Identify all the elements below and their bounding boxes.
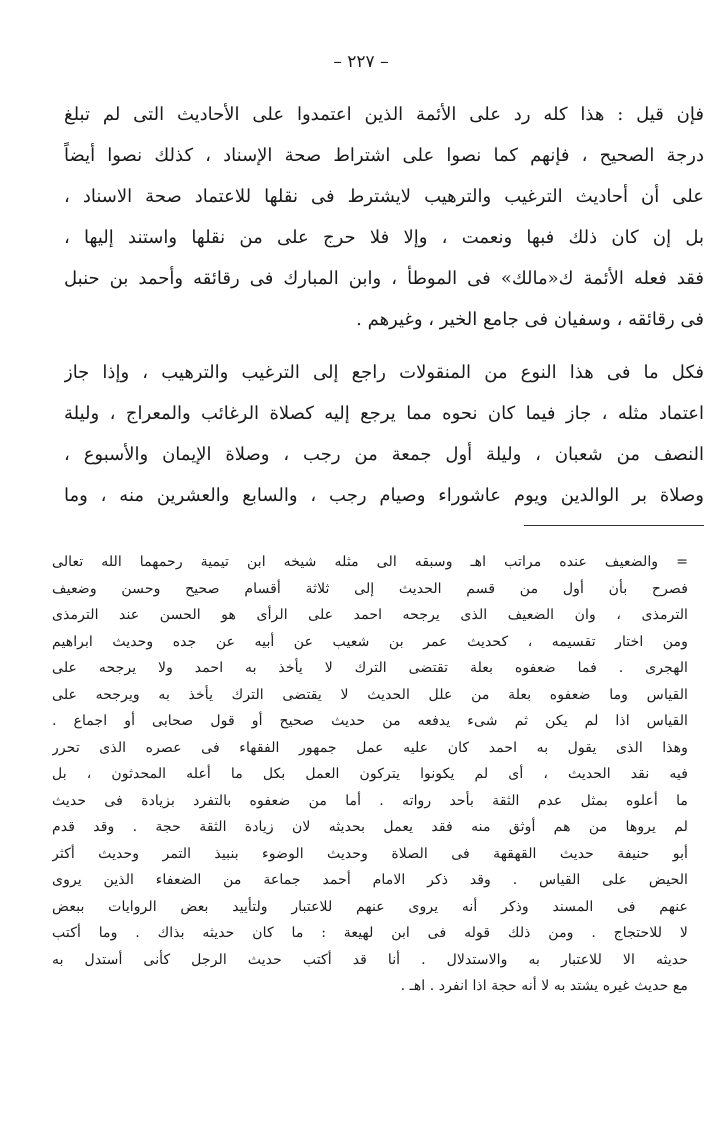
footnote-line: ومن اختار تقسيمه ، كحديث عمر بن شعيب عن أبيه عن جده وحديث ابراهيم [52,633,688,650]
footnote-line: لم يروها من هم أوثق منه فقد يعمل بحديثه لان زيادة الثقة حجة . وقد قدم [52,819,688,835]
footnote-line: عنهم فى المسند وذكر أنه يروى عنهم للاعتبار ولتأييد بعض الروايات ببعض [52,898,688,915]
main-text [64,94,704,516]
footnote-line: فصرح بأن أول من قسم الحديث إلى ثلاثة أقسام صحيح وحسن وضعيف [52,580,688,597]
main-line: على أن أحاديث الترغيب والترهيب لايشترط فى نقلها للاعتماد صحة الاسناد ، [64,186,704,207]
main-line: فكل ما فى هذا النوع من المنقولات راجع إلى الترغيب والترهيب ، وإذا جاز [64,362,704,383]
footnote-line: فيه نقد الحديث ، أى لم يكونوا يتركون العمل بكل ما أعله المحدثون ، بل [52,766,688,782]
footnote-line: وهذا الذى يقول به احمد كان عليه عمل جمهور الفقهاء فى عصره الذى تحرر [52,739,688,756]
footnote-line: لا للاحتجاج . ومن ذلك قوله فى ابن لهيعة : ما كان حديثه بذاك . وما أكتب [52,925,688,941]
footnote-line: = والضعيف عنده مراتب اهـ وسبقه الى مثله شيخه ابن تيمية رحمهما الله تعالى [52,554,688,570]
footnote-line: ما أعلوه بمثل عدم الثقة بأحد رواته . أما من ضعفوه بالتفرد بزيادة فى حديث [52,792,688,809]
page-number: – ٢٢٧ – [333,52,389,72]
main-line: فقد فعله الأئمة ك«مالك» فى الموطأ ، وابن المبارك فى رقائقه وأحمد بن حنبل [64,268,704,289]
footnote-line: القياس وما ضعفوه بعلة من علل الحديث لا يقتضى الترك يأخذ به ويرجحه على [52,686,688,703]
main-line: اعتماد مثله ، جاز فيما كان نحوه مما يرجع إليه كصلاة الرغائب والمعراج ، وليلة [64,403,704,424]
main-line: بل إن كان ذلك فبها ونعمت ، وإلا فلا حرج على من نقلها واستند إليها ، [64,227,704,248]
footnote-line: القياس اذا لم يكن ثم شىء يدفعه من حديث صحيح أو قول صحابى أو اجماع . [52,713,688,729]
footnote-line: الهجرى . فما ضعفوه بعلة تقتضى الترك لا يأخذ به احمد ولا يرجحه على [52,660,688,676]
footnote-divider [524,525,704,526]
main-line: درجة الصحيح ، فإنهم كما نصوا على اشتراط صحة الإسناد ، كذلك نصوا أيضاً [64,145,704,166]
footnote-line: الترمذى ، وان الضعيف الذى يرجحه احمد على الرأى هو الحسن عند الترمذى [52,607,688,623]
footnote-line: حديثه الا للاعتبار به والاستدلال . أنا قد أكتب حديث الرجل كأنى أستدل به [52,951,688,968]
footnote-line: الحيض على القياس . وقد ذكر الامام أحمد جماعة من الضعفاء الذين يروى [52,872,688,888]
footnote-line: مع حديث غيره يشتد به لا أنه حجة اذا انفرد . اهـ . [400,978,688,994]
main-line: فإن قيل : هذا كله رد على الأئمة الذين اعتمدوا على الأحاديث التى لم تبلغ [64,104,704,125]
main-line: وصلاة بر الوالدين ويوم عاشوراء وصيام رجب ، والسابع والعشرين منه ، وما [64,485,704,506]
footnote [52,549,688,1000]
main-line: النصف من شعبان ، وليلة أول جمعة من رجب ، وصلاة الإيمان والأسبوع ، [64,444,704,465]
main-line: فى رقائقه ، وسفيان فى جامع الخير ، وغيرهم . [356,309,704,330]
footnote-line: أبو حنيفة حديث القهقهة فى الصلاة وحديث الوضوء بنبيذ التمر وحديث أكثر [52,845,688,862]
